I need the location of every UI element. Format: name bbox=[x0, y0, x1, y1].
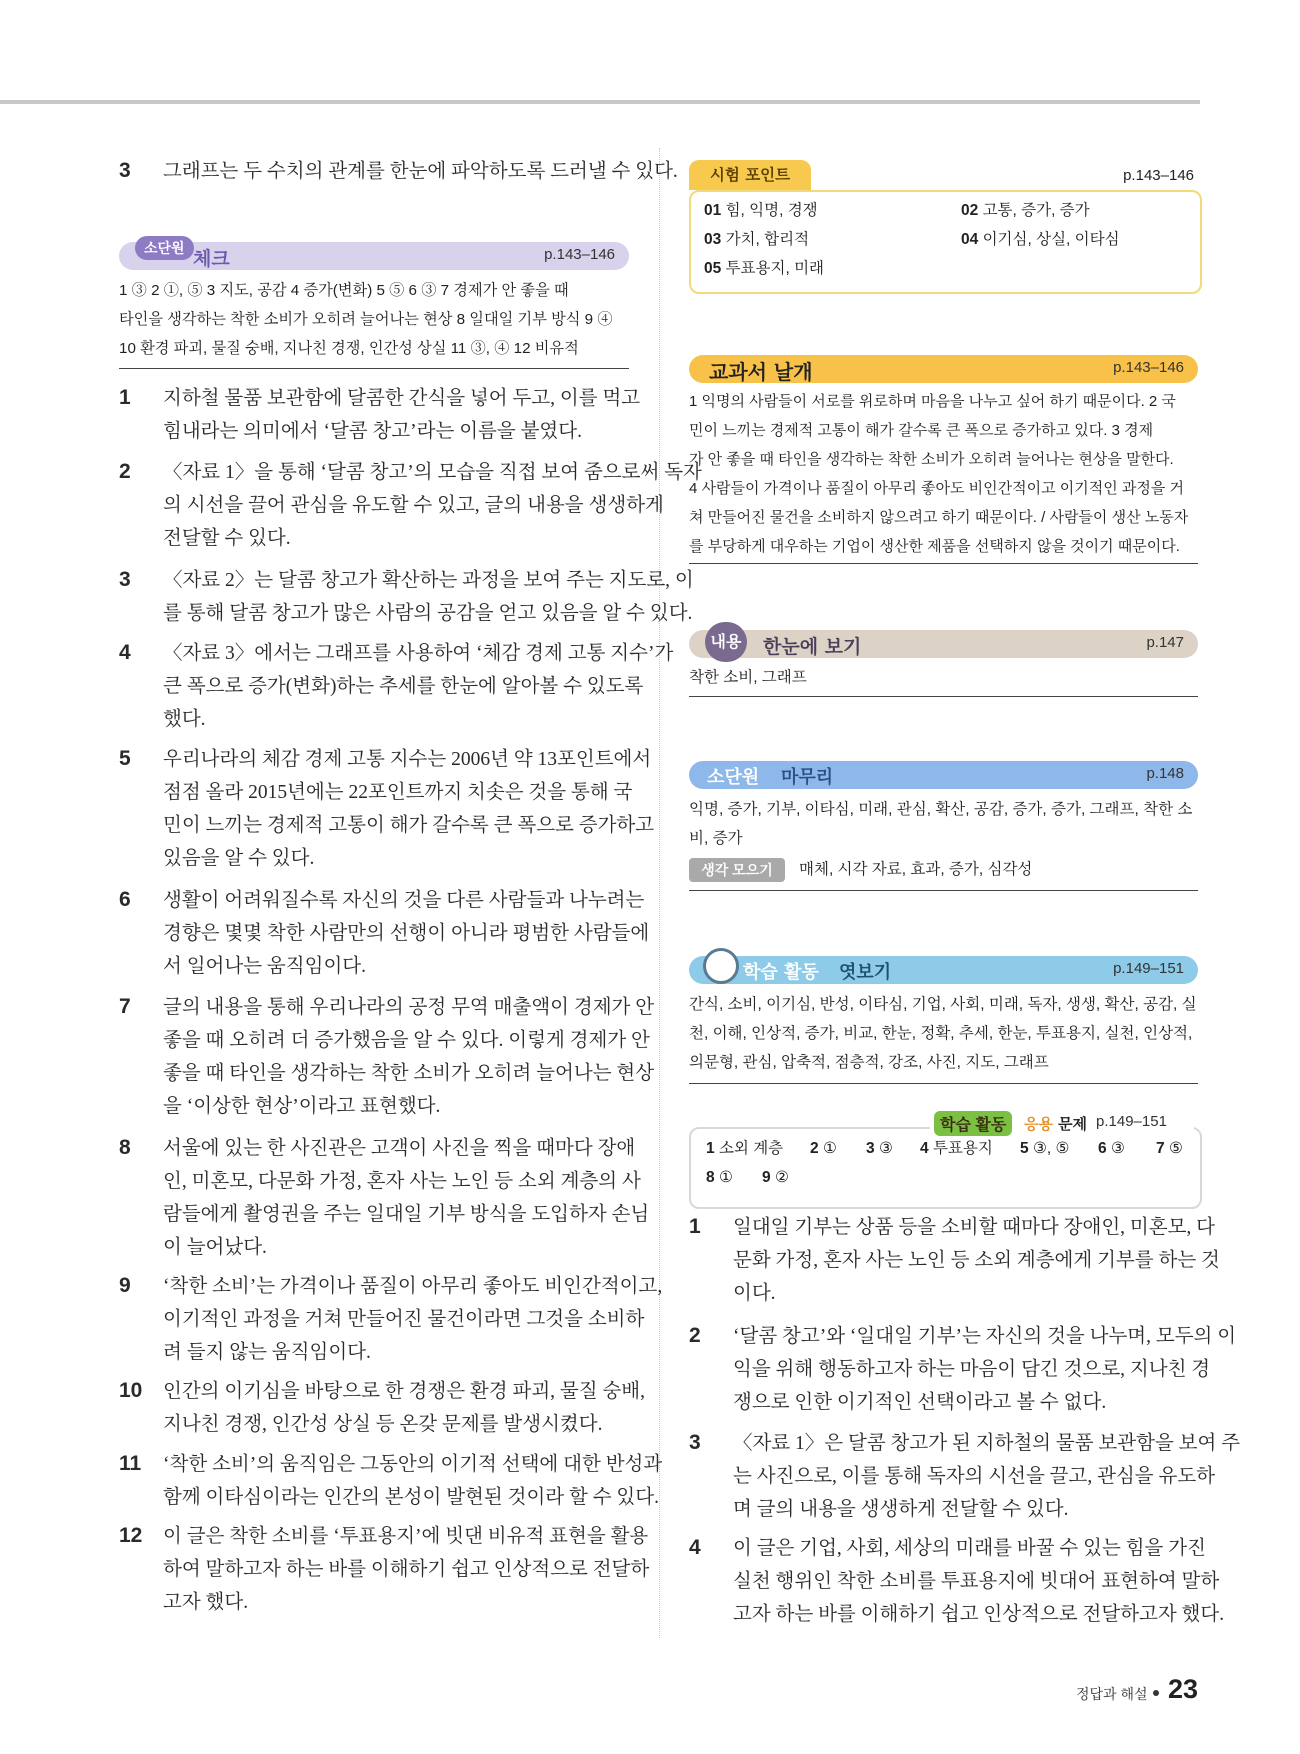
think-text: 매체, 시각 자료, 효과, 증가, 심각성 bbox=[799, 861, 1033, 878]
item-text-line: 고자 하는 바를 이해하기 쉽고 인상적으로 전달하고자 했다. bbox=[733, 1604, 1225, 1625]
exam-cell-num: 02 bbox=[961, 202, 979, 219]
column-divider bbox=[659, 148, 660, 1638]
applied-answer-text: ③, ⑤ bbox=[1032, 1140, 1070, 1157]
textbook-line: 민이 느끼는 경제적 고통이 해가 갈수록 큰 폭으로 증가하고 있다. 3 경제 bbox=[689, 422, 1154, 439]
item-text-line: ‘착한 소비’는 가격이나 품질이 아무리 좋아도 비인간적이고, bbox=[163, 1276, 663, 1297]
item-text-line: 〈자료 1〉을 통해 ‘달콤 창고’의 모습을 직접 보여 줌으로써 독자 bbox=[163, 462, 702, 483]
item-text-line: 는 사진으로, 이를 통해 독자의 시선을 끌고, 관심을 유도하 bbox=[733, 1466, 1216, 1487]
textbook-line: 4 사람들이 가격이나 품질이 아무리 좋아도 비인간적이고 이기적인 과정을 거 bbox=[689, 480, 1185, 497]
item-text-line: 익을 위해 행동하고자 하는 마음이 담긴 것으로, 지나친 경 bbox=[733, 1359, 1211, 1380]
applied-answer bbox=[1156, 1134, 1183, 1163]
activity-ref: p.149–151 bbox=[1113, 960, 1184, 977]
textbook-ref: p.143–146 bbox=[1113, 359, 1184, 376]
exam-cell-text: 투표용지, 미래 bbox=[725, 260, 825, 277]
activity-line: 천, 이해, 인상적, 증가, 비교, 한눈, 정확, 추세, 한눈, 투표용지, 실천, 인상적, bbox=[689, 1025, 1193, 1042]
exam-cell bbox=[961, 196, 1090, 225]
item-number: 1 bbox=[689, 1215, 701, 1238]
item-text-line: 일대일 기부는 상품 등을 소비할 때마다 장애인, 미혼모, 다 bbox=[733, 1217, 1216, 1238]
item-text-line: ‘달콤 창고’와 ‘일대일 기부’는 자신의 것을 나누며, 모두의 이 bbox=[733, 1326, 1237, 1347]
applied-answer-num: 9 bbox=[762, 1169, 771, 1186]
item-text-line: 했다. bbox=[163, 709, 206, 730]
check-ref: p.143–146 bbox=[544, 246, 615, 263]
textbook-line: 가 안 좋을 때 타인을 생각하는 착한 소비가 오히려 늘어나는 현상을 말한다. bbox=[689, 451, 1174, 468]
check-title: 체크 bbox=[193, 248, 230, 270]
content-badge: 내용 bbox=[705, 622, 747, 662]
content-title: 한눈에 보기 bbox=[763, 636, 862, 658]
item-text-line: 〈자료 1〉은 달콤 창고가 된 지하철의 물품 보관함을 보여 주 bbox=[733, 1433, 1241, 1454]
item-text-line: 인간의 이기심을 바탕으로 한 경쟁은 환경 파괴, 물질 숭배, bbox=[163, 1381, 646, 1402]
applied-answer bbox=[1098, 1134, 1125, 1163]
item-text-line: 며 글의 내용을 생생하게 전달할 수 있다. bbox=[733, 1499, 1069, 1520]
content-rule bbox=[689, 696, 1198, 697]
applied-answer-num: 7 bbox=[1156, 1140, 1165, 1157]
check-answers bbox=[119, 276, 613, 363]
activity-title-b: 엿보기 bbox=[839, 962, 892, 983]
exam-point-title: 시험 포인트 bbox=[689, 160, 811, 190]
applied-answer bbox=[706, 1163, 733, 1192]
textbook-rule bbox=[689, 563, 1198, 564]
applied-answer bbox=[762, 1163, 789, 1192]
applied-tag: 학습 활동 bbox=[934, 1111, 1012, 1136]
applied-answer bbox=[920, 1134, 993, 1163]
page-number: 23 bbox=[1168, 1674, 1199, 1704]
wrapup-title-b: 마무리 bbox=[781, 767, 834, 788]
applied-answer-num: 8 bbox=[706, 1169, 715, 1186]
activity-header-bar bbox=[689, 956, 1198, 984]
applied-answer bbox=[810, 1134, 837, 1163]
textbook-line: 1 익명의 사람들이 서로를 위로하며 마음을 나누고 싶어 하기 때문이다. 2 국 bbox=[689, 393, 1176, 410]
item-text-line: 려 들지 않는 움직임이다. bbox=[163, 1342, 371, 1363]
item-text-line: 이 늘어났다. bbox=[163, 1237, 267, 1258]
item-text-line: 좋을 때 타인을 생각하는 착한 소비가 오히려 늘어나는 현상 bbox=[163, 1063, 655, 1084]
applied-answer bbox=[706, 1134, 783, 1163]
exam-cell-num: 01 bbox=[704, 202, 722, 219]
applied-tag3: 문제 bbox=[1058, 1116, 1087, 1133]
item-number: 2 bbox=[119, 460, 131, 483]
exam-cell-text: 고통, 증가, 증가 bbox=[982, 202, 1090, 219]
exam-cell bbox=[704, 254, 824, 283]
activity-title-a: 학습 활동 bbox=[743, 962, 819, 983]
item-number: 1 bbox=[119, 386, 131, 409]
item-text-line: 힘내라는 의미에서 ‘달콤 창고’라는 이름을 붙였다. bbox=[163, 421, 582, 442]
item-text-line: 점점 올라 2015년에는 22포인트까지 치솟은 것을 통해 국 bbox=[163, 782, 633, 803]
item-number: 3 bbox=[119, 568, 131, 591]
item-text: 그래프는 두 수치의 관계를 한눈에 파악하도록 드러낼 수 있다. bbox=[163, 161, 678, 182]
applied-answer-num: 5 bbox=[1020, 1140, 1029, 1157]
item-number: 2 bbox=[689, 1324, 701, 1347]
item-text-line: 인, 미혼모, 다문화 가정, 혼자 사는 노인 등 소외 계층의 사 bbox=[163, 1171, 641, 1192]
applied-ref: p.149–151 bbox=[1096, 1113, 1167, 1130]
exam-cell-num: 04 bbox=[961, 231, 979, 248]
activity-line: 간식, 소비, 이기심, 반성, 이타심, 기업, 사회, 미래, 독자, 생생, 확산, 공감, 실 bbox=[689, 996, 1197, 1013]
check-badge: 소단원 bbox=[135, 236, 194, 260]
check-answer-line: 10 환경 파괴, 물질 숭배, 지나친 경쟁, 인간성 상실 11 ③, ④ 12 비유적 bbox=[119, 340, 579, 357]
exam-cell bbox=[704, 225, 809, 254]
exam-cell bbox=[961, 225, 1120, 254]
item-number: 4 bbox=[119, 641, 131, 664]
item-text-line: 고자 했다. bbox=[163, 1592, 249, 1613]
item-text-line: 있음을 알 수 있다. bbox=[163, 848, 315, 869]
wrapup-rule bbox=[689, 890, 1198, 891]
check-answer-line: 타인을 생각하는 착한 소비가 오히려 늘어나는 현상 8 일대일 기부 방식 9 ④ bbox=[119, 311, 613, 328]
exam-cell-num: 05 bbox=[704, 260, 722, 277]
textbook-line: 쳐 만들어진 물건을 소비하지 않으려고 하기 때문이다. / 사람들이 생산 노동자 bbox=[689, 509, 1189, 526]
item-text-line: 문화 가정, 혼자 사는 노인 등 소외 계층에게 기부를 하는 것 bbox=[733, 1250, 1220, 1271]
item-text-line: 이 글은 기업, 사회, 세상의 미래를 바꿀 수 있는 힘을 가진 bbox=[733, 1538, 1206, 1559]
exam-cell-text: 힘, 익명, 경쟁 bbox=[725, 202, 818, 219]
exam-point-ref: p.143–146 bbox=[1123, 167, 1194, 184]
item-number: 10 bbox=[119, 1379, 143, 1402]
textbook-line: 를 부당하게 대우하는 기업이 생산한 제품을 선택하지 않을 것이기 때문이다. bbox=[689, 538, 1180, 555]
footer-dot bbox=[1153, 1690, 1159, 1696]
activity-line: 의문형, 관심, 압축적, 점층적, 강조, 사진, 지도, 그래프 bbox=[689, 1054, 1049, 1071]
item-text-line: 서 일어나는 움직임이다. bbox=[163, 956, 366, 977]
item-text-line: 서울에 있는 한 사진관은 고객이 사진을 찍을 때마다 장애 bbox=[163, 1138, 636, 1159]
textbook-title: 교과서 날개 bbox=[709, 360, 813, 384]
footer-label: 정답과 해설 bbox=[1076, 1686, 1148, 1702]
applied-answer-num: 3 bbox=[866, 1140, 875, 1157]
applied-answer bbox=[866, 1134, 893, 1163]
item-text-line: 를 통해 달콤 창고가 많은 사람의 공감을 얻고 있음을 알 수 있다. bbox=[163, 603, 693, 624]
wrapup-ref: p.148 bbox=[1146, 765, 1184, 782]
item-number: 4 bbox=[689, 1536, 701, 1559]
item-text-line: 지나친 경쟁, 인간성 상실 등 온갖 문제를 발생시켰다. bbox=[163, 1414, 603, 1435]
applied-answer-num: 2 bbox=[810, 1140, 819, 1157]
item-number: 5 bbox=[119, 747, 131, 770]
item-text-line: 〈자료 3〉에서는 그래프를 사용하여 ‘체감 경제 고통 지수’가 bbox=[163, 643, 674, 664]
applied-answer-text: 투표용지 bbox=[932, 1140, 993, 1157]
magnifier-icon bbox=[703, 948, 739, 984]
item-number: 7 bbox=[119, 995, 131, 1018]
activity-answers bbox=[689, 990, 1197, 1077]
wrapup-header-bar bbox=[689, 761, 1198, 789]
applied-answer-text: ③ bbox=[1110, 1140, 1125, 1157]
exam-cell-text: 가치, 합리적 bbox=[725, 231, 810, 248]
item-text-line: 실천 행위인 착한 소비를 투표용지에 빗대어 표현하여 말하 bbox=[733, 1571, 1220, 1592]
check-header-bar bbox=[119, 242, 629, 270]
item-text-line: 전달할 수 있다. bbox=[163, 528, 291, 549]
item-text-line: 민이 느끼는 경제적 고통이 해가 갈수록 큰 폭으로 증가하고 bbox=[163, 815, 655, 836]
wrapup-answers bbox=[689, 795, 1192, 853]
applied-answer-text: ③ bbox=[878, 1140, 893, 1157]
item-number: 11 bbox=[119, 1452, 142, 1475]
item-text-line: 큰 폭으로 증가(변화)하는 추세를 한눈에 알아볼 수 있도록 bbox=[163, 676, 644, 697]
check-rule bbox=[119, 368, 629, 369]
check-answer-line: 1 ③ 2 ①, ⑤ 3 지도, 공감 4 증가(변화) 5 ⑤ 6 ③ 7 경제가 안 좋을 때 bbox=[119, 282, 569, 299]
item-number: 8 bbox=[119, 1136, 131, 1159]
top-rule bbox=[0, 100, 1200, 104]
item-text-line: 하여 말하고자 하는 바를 이해하기 쉽고 인상적으로 전달하 bbox=[163, 1559, 650, 1580]
content-header-bar bbox=[689, 630, 1198, 658]
item-number: 9 bbox=[119, 1274, 131, 1297]
item-text-line: 쟁으로 인한 이기적인 선택이라고 볼 수 없다. bbox=[733, 1392, 1107, 1413]
content-text: 착한 소비, 그래프 bbox=[689, 669, 807, 686]
wrapup-line: 비, 증가 bbox=[689, 830, 743, 847]
item-text-line: 〈자료 2〉는 달콤 창고가 확산하는 과정을 보여 주는 지도로, 이 bbox=[163, 570, 694, 591]
item-text-line: 함께 이타심이라는 인간의 본성이 발현된 것이라 할 수 있다. bbox=[163, 1487, 659, 1508]
applied-answer bbox=[1020, 1134, 1069, 1163]
textbook-header-bar bbox=[689, 355, 1198, 383]
applied-answer-text: ⑤ bbox=[1168, 1140, 1183, 1157]
applied-answer-text: ② bbox=[774, 1169, 789, 1186]
item-text-line: 생활이 어려워질수록 자신의 것을 다른 사람들과 나누려는 bbox=[163, 890, 645, 911]
item-text-line: 람들에게 촬영권을 주는 일대일 기부 방식을 도입하자 손님 bbox=[163, 1204, 650, 1225]
item-text-line: 을 ‘이상한 현상’이라고 표현했다. bbox=[163, 1096, 441, 1117]
content-ref: p.147 bbox=[1146, 634, 1184, 651]
wrapup-line: 익명, 증가, 기부, 이타심, 미래, 관심, 확산, 공감, 증가, 증가, 그래프, 착한 소 bbox=[689, 801, 1193, 818]
item-text-line: 지하철 물품 보관함에 달콤한 간식을 넣어 두고, 이를 먹고 bbox=[163, 388, 641, 409]
item-text-line: 좋을 때 오히려 더 증가했음을 알 수 있다. 이렇게 경제가 안 bbox=[163, 1030, 650, 1051]
applied-answer-num: 1 bbox=[706, 1140, 715, 1157]
applied-answer-text: ① bbox=[822, 1140, 837, 1157]
item-number: 12 bbox=[119, 1524, 143, 1547]
exam-cell-text: 이기심, 상실, 이타심 bbox=[982, 231, 1120, 248]
item-number: 3 bbox=[119, 159, 131, 182]
item-number: 6 bbox=[119, 888, 131, 911]
item-text-line: 이 글은 착한 소비를 ‘투표용지’에 빗댄 비유적 표현을 활용 bbox=[163, 1526, 649, 1547]
applied-answer-text: 소외 계층 bbox=[718, 1140, 784, 1157]
item-text-line: ‘착한 소비’의 움직임은 그동안의 이기적 선택에 대한 반성과 bbox=[163, 1454, 663, 1475]
applied-answer-num: 6 bbox=[1098, 1140, 1107, 1157]
think-label: 생각 모으기 bbox=[689, 858, 785, 882]
applied-tag2: 응용 bbox=[1024, 1116, 1053, 1133]
item-text-line: 이다. bbox=[733, 1283, 776, 1304]
wrapup-title-a: 소단원 bbox=[707, 767, 760, 788]
item-text-line: 이기적인 과정을 거쳐 만들어진 물건이라면 그것을 소비하 bbox=[163, 1309, 645, 1330]
item-text-line: 의 시선을 끌어 관심을 유도할 수 있고, 글의 내용을 생생하게 bbox=[163, 495, 664, 516]
exam-cell bbox=[704, 196, 818, 225]
item-number: 3 bbox=[689, 1431, 701, 1454]
item-text-line: 우리나라의 체감 경제 고통 지수는 2006년 약 13포인트에서 bbox=[163, 749, 652, 770]
applied-answer-text: ① bbox=[718, 1169, 733, 1186]
applied-answer-num: 4 bbox=[920, 1140, 929, 1157]
textbook-answers bbox=[689, 387, 1188, 561]
item-text-line: 경향은 몇몇 착한 사람만의 선행이 아니라 평범한 사람들에 bbox=[163, 923, 650, 944]
item-text-line: 글의 내용을 통해 우리나라의 공정 무역 매출액이 경제가 안 bbox=[163, 997, 655, 1018]
activity-rule bbox=[689, 1083, 1198, 1084]
exam-cell-num: 03 bbox=[704, 231, 722, 248]
